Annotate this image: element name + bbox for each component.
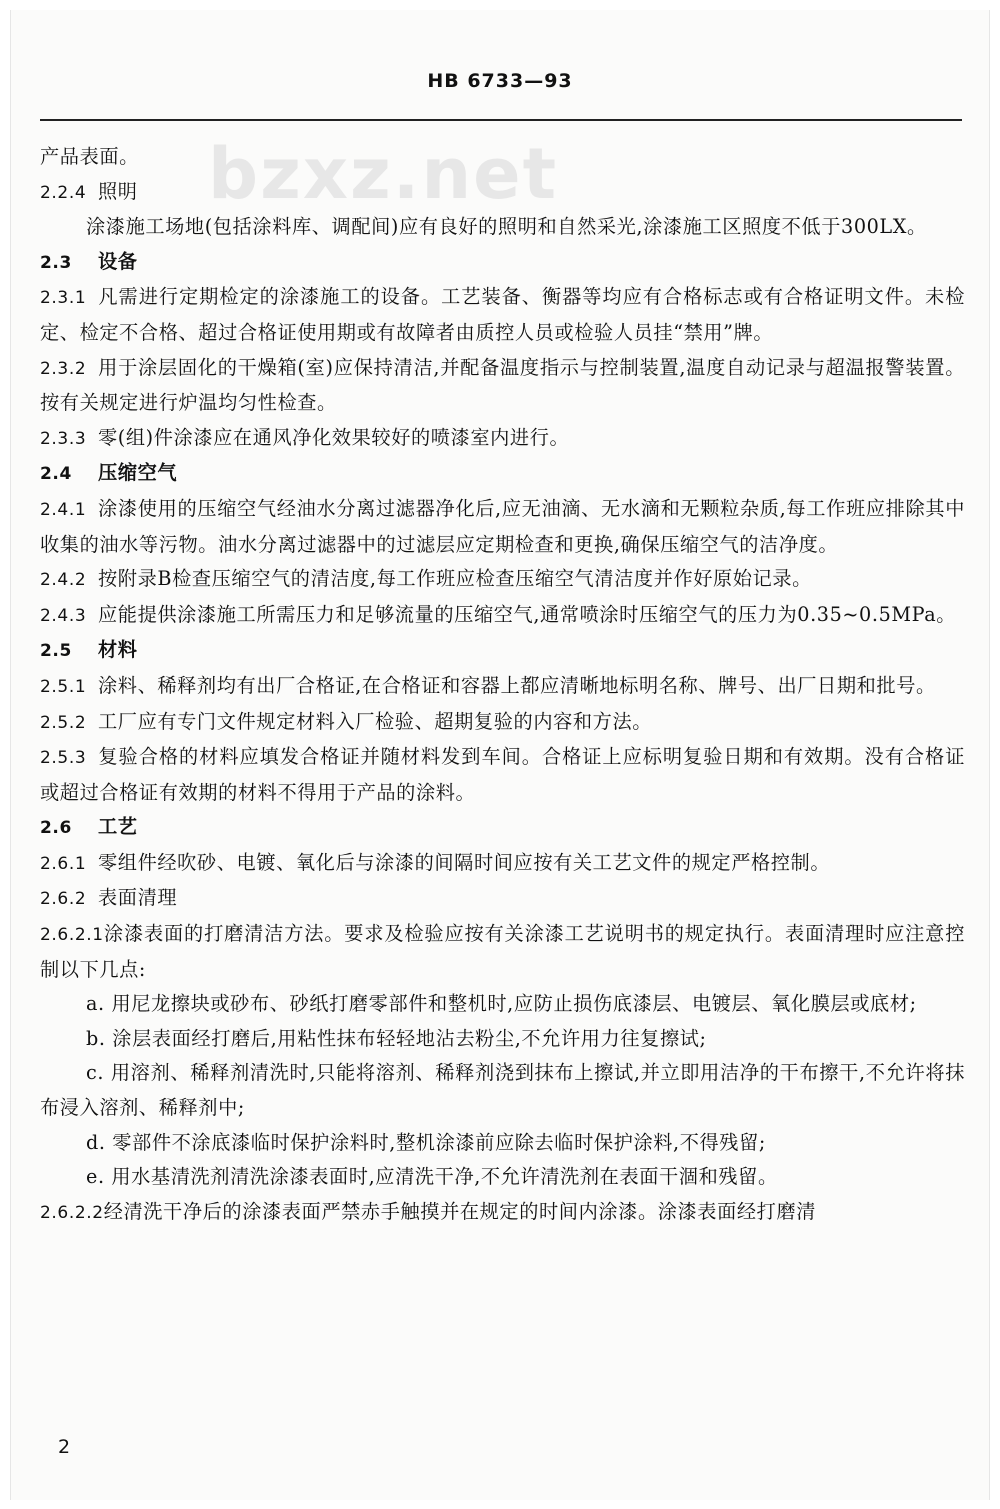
section-number: 2.6	[40, 818, 72, 839]
section-heading	[40, 456, 965, 492]
clause-text: 用于涂层固化的干燥箱(室)应保持清洁,并配备温度指示与控制装置,温度自动记录与超温报警装置。按有关规定进行炉温均匀性检查。	[40, 355, 965, 415]
list-item: c. 用溶剂、稀释剂清洗时,只能将溶剂、稀释剂浇到抹布上擦试,并立即用洁净的干布擦干,不允许将抹布浸入溶剂、稀释剂中;	[40, 1061, 965, 1120]
watermark: bzxz.net	[208, 133, 559, 215]
page-number: 2	[58, 1436, 71, 1458]
paragraph: 涂漆施工场地(包括涂料库、调配间)应有良好的照明和自然采光,涂漆施工区照度不低于300LX。	[86, 215, 927, 239]
list-item: a. 用尼龙擦块或砂布、砂纸打磨零部件和整机时,应防止损伤底漆层、电镀层、氧化膜层或底材;	[86, 992, 917, 1016]
document-body	[40, 140, 965, 1230]
clause-number: 2.5.1	[40, 676, 87, 697]
section-title: 表面清理	[98, 886, 178, 910]
clause-number: 2.3.2	[40, 358, 87, 379]
section-number: 2.2.4	[40, 182, 87, 203]
section-heading	[40, 810, 965, 846]
section-heading	[40, 633, 965, 669]
clause	[40, 917, 965, 987]
section-heading	[40, 245, 965, 281]
section-heading	[40, 881, 965, 917]
clause-text: 涂料、稀释剂均有出厂合格证,在合格证和容器上都应清晰地标明名称、牌号、出厂日期和批号。	[98, 673, 936, 697]
clause	[40, 492, 965, 562]
clause-number: 2.6.1	[40, 853, 87, 874]
clause-text: 涂漆使用的压缩空气经油水分离过滤器净化后,应无油滴、无水滴和无颗粒杂质,每工作班应排除其中收集的油水等污物。油水分离过滤器中的过滤层应定期检查和更换,确保压缩空气的洁净度。	[40, 496, 965, 556]
clause-text: 涂漆表面的打磨清洁方法。要求及检验应按有关涂漆工艺说明书的规定执行。表面清理时应注意控制以下几点:	[40, 922, 965, 981]
clause-text: 凡需进行定期检定的涂漆施工的设备。工艺装备、衡器等均应有合格标志或有合格证明文件。未检定、检定不合格、超过合格证使用期或有故障者由质控人员或检验人员挂“禁用”牌。	[40, 285, 965, 344]
clause	[40, 1195, 965, 1231]
list-item: b. 涂层表面经打磨后,用粘性抹布轻轻地沾去粉尘,不允许用力往复擦试;	[86, 1026, 707, 1050]
clause	[40, 705, 965, 741]
section-number: 2.3	[40, 252, 72, 273]
section-title: 压缩空气	[98, 461, 178, 485]
clause-text: 复验合格的材料应填发合格证并随材料发到车间。合格证上应标明复验日期和有效期。没有合格证或超过合格证有效期的材料不得用于产品的涂料。	[40, 745, 965, 804]
clause-text: 应能提供涂漆施工所需压力和足够流量的压缩空气,通常喷涂时压缩空气的压力为0.35~0.5MPa。	[98, 602, 957, 626]
clause	[40, 421, 965, 457]
document-code-header: HB 6733—93	[427, 70, 573, 92]
clause-number: 2.6.2.1	[40, 925, 104, 946]
section-title: 材料	[98, 638, 138, 662]
clause-number: 2.5.3	[40, 748, 87, 769]
section-number: 2.5	[40, 641, 72, 662]
section-heading	[40, 175, 965, 211]
clause	[40, 598, 965, 634]
clause-text: 按附录B检查压缩空气的清洁度,每工作班应检查压缩空气清洁度并作好原始记录。	[98, 567, 812, 591]
clause-number: 2.6.2.2	[40, 1202, 104, 1223]
clause	[40, 351, 965, 421]
section-number: 2.4	[40, 464, 72, 485]
clause	[40, 846, 965, 882]
section-number: 2.6.2	[40, 889, 87, 910]
clause-text: 工厂应有专门文件规定材料入厂检验、超期复验的内容和方法。	[98, 709, 653, 733]
clause	[40, 280, 965, 350]
clause-number: 2.4.2	[40, 570, 87, 591]
clause	[40, 562, 965, 598]
clause-text: 零(组)件涂漆应在通风净化效果较好的喷漆室内进行。	[98, 425, 570, 449]
clause-number: 2.4.1	[40, 499, 87, 520]
section-title: 照明	[98, 179, 138, 203]
list-item: d. 零部件不涂底漆临时保护涂料时,整机涂漆前应除去临时保护涂料,不得残留;	[86, 1130, 766, 1154]
clause-number: 2.5.2	[40, 712, 87, 733]
list-item: e. 用水基清洗剂清洗涂漆表面时,应清洗干净,不允许清洗剂在表面干涸和残留。	[86, 1165, 778, 1189]
section-title: 设备	[98, 249, 138, 273]
clause	[40, 669, 965, 705]
header-rule	[40, 119, 962, 121]
section-title: 工艺	[98, 815, 138, 839]
clause-text: 经清洗干净后的涂漆表面严禁赤手触摸并在规定的时间内涂漆。涂漆表面经打磨清	[103, 1199, 817, 1223]
clause	[40, 740, 965, 810]
clause-text: 零组件经吹砂、电镀、氧化后与涂漆的间隔时间应按有关工艺文件的规定严格控制。	[98, 850, 831, 874]
clause-number: 2.4.3	[40, 605, 87, 626]
paragraph: 产品表面。	[40, 145, 139, 168]
clause-number: 2.3.1	[40, 288, 87, 309]
clause-number: 2.3.3	[40, 428, 87, 449]
